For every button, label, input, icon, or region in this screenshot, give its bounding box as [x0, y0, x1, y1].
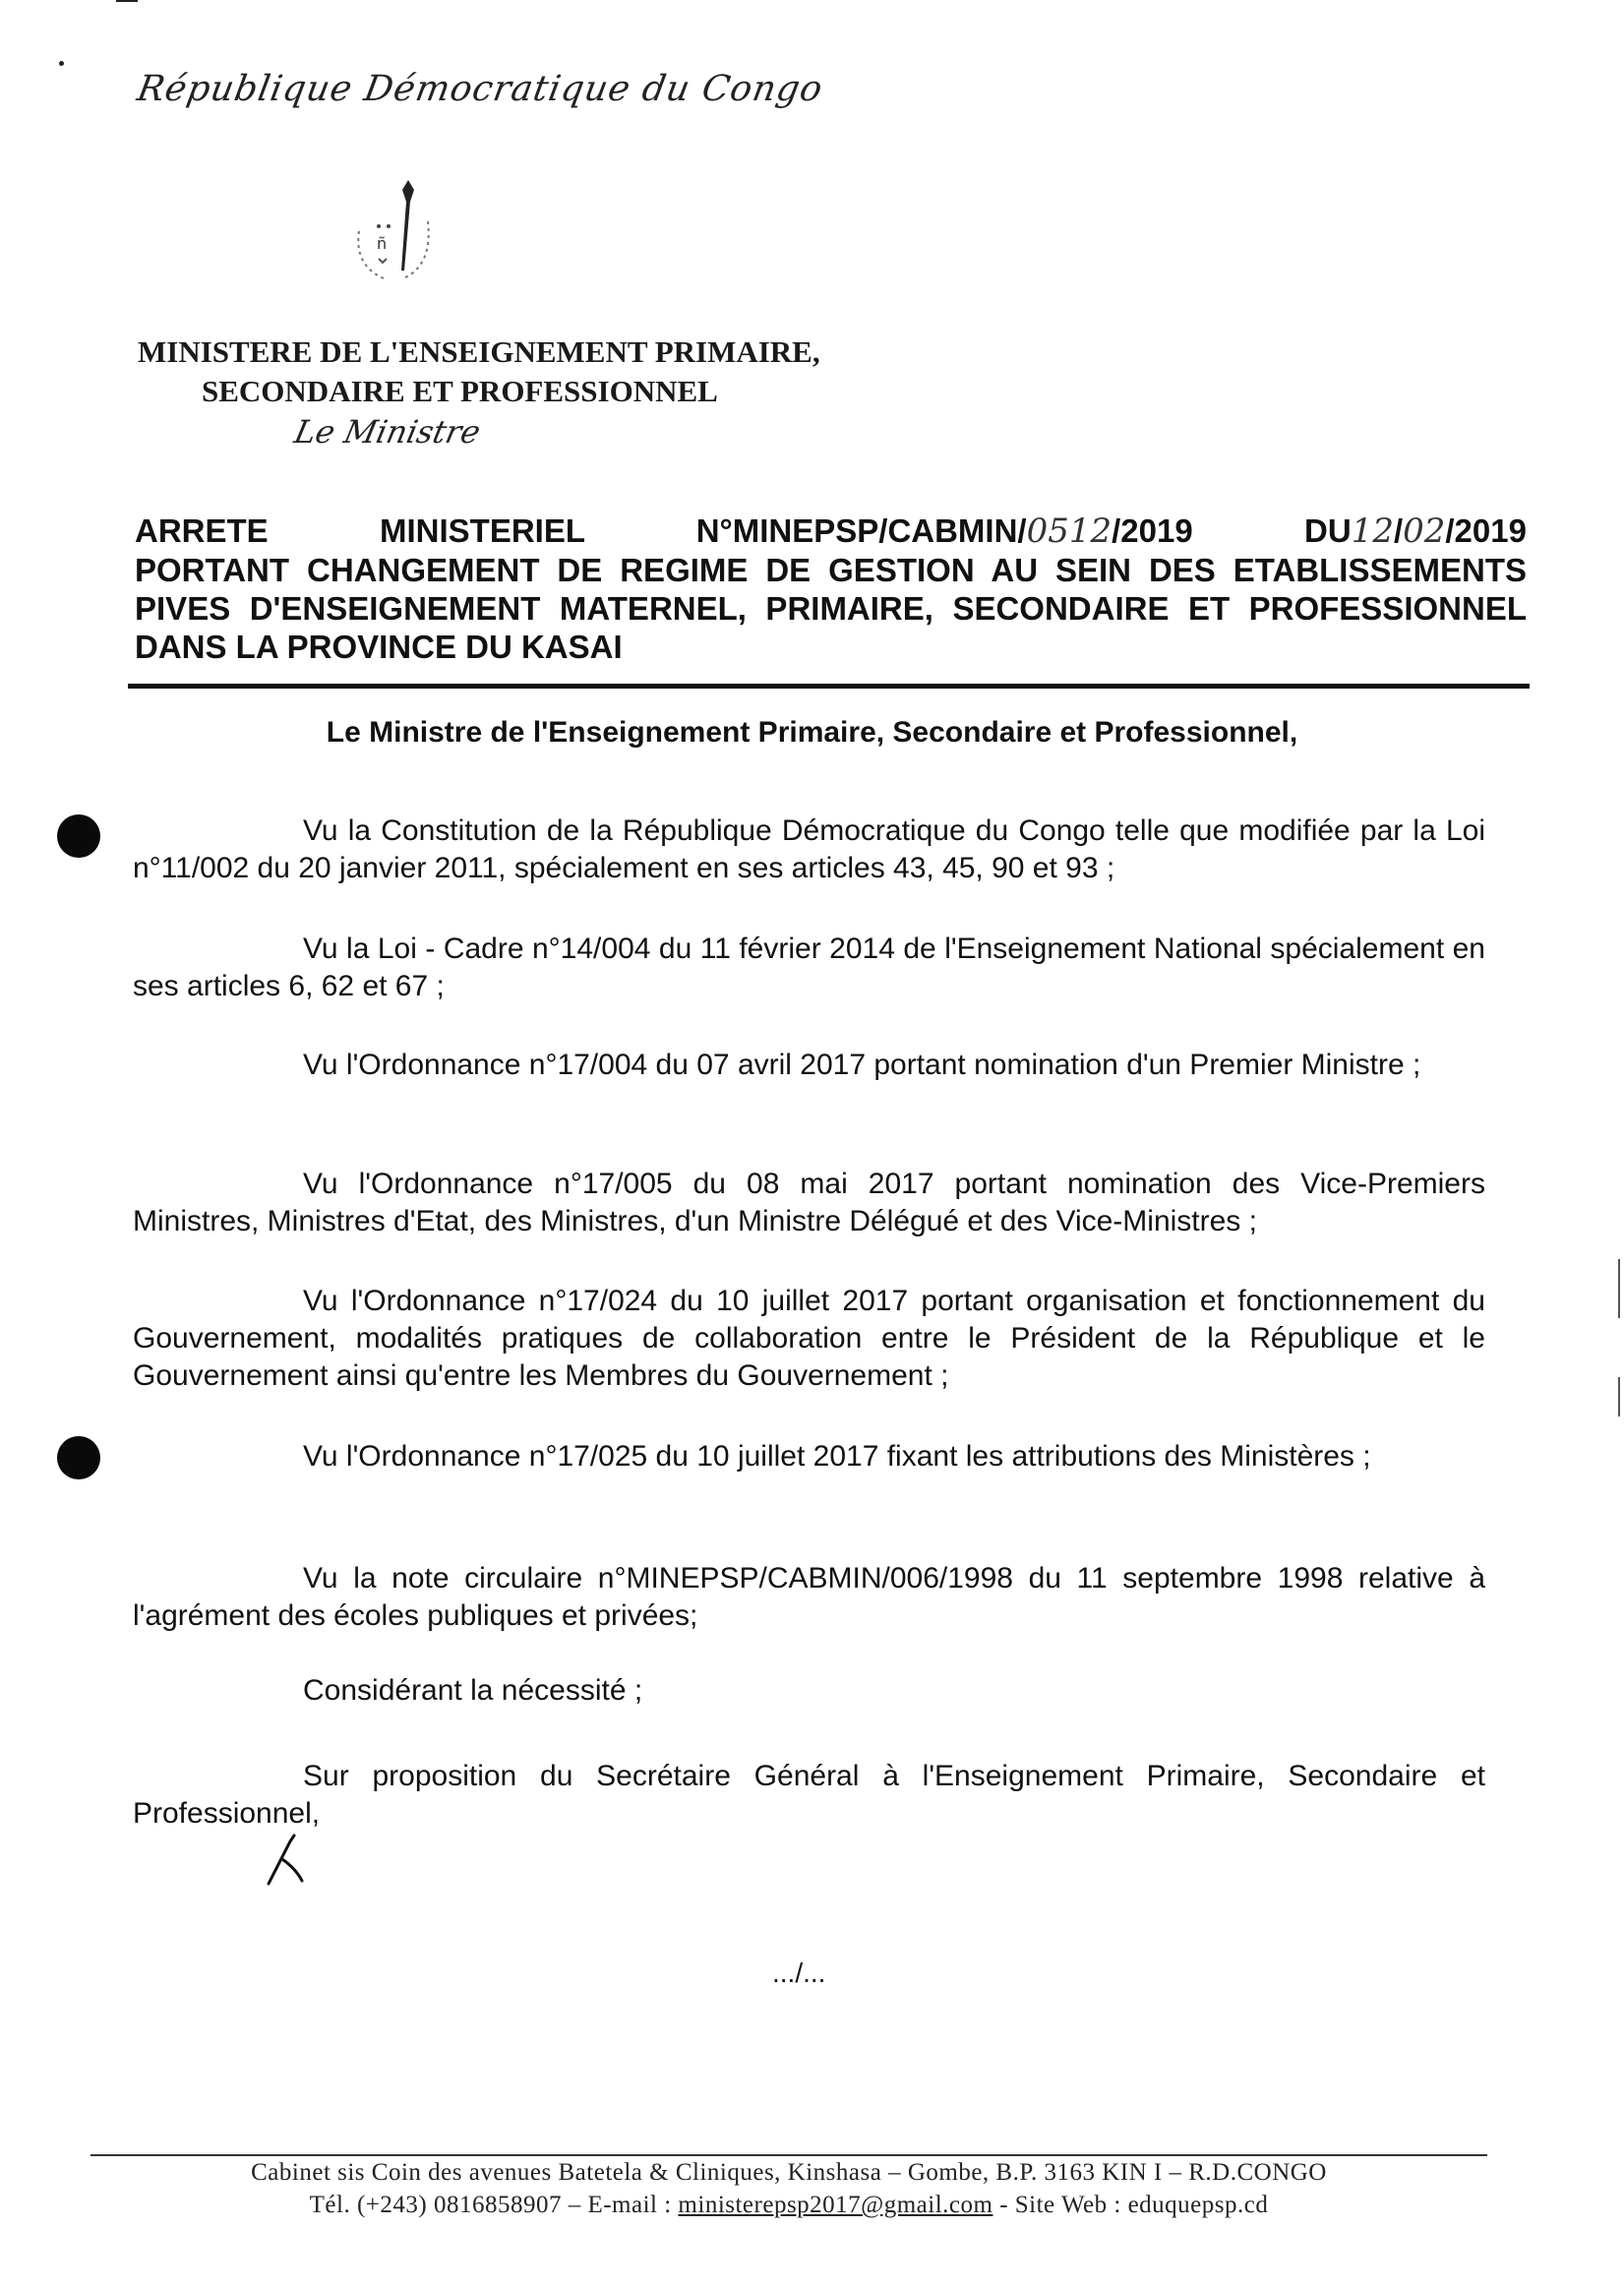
- decree-year-end: /2019: [1445, 512, 1527, 549]
- decree-number-handwritten: 0512: [1026, 512, 1113, 551]
- paragraph-note-circulaire: Vu la note circulaire n°MINEPSP/CABMIN/006/1998 du 11 septembre 1998 relative à l'agrément des écoles publiques et privées;: [133, 1562, 1485, 1632]
- footer-address: Cabinet sis Coin des avenues Batetela & Cliniques, Kinshasa – Gombe, B.P. 3163 KIN I – R.D.CONGO: [251, 2159, 1327, 2186]
- paragraph-ordonnance-vice-premiers: Vu l'Ordonnance n°17/005 du 08 mai 2017 portant nomination des Vice-Premiers Ministres, Ministres d'Etat, des Ministres, d'un Ministre Délégué et des Vice-Ministres ;: [133, 1168, 1485, 1237]
- country-name: République Démocratique du Congo: [134, 69, 826, 109]
- initial-signature: [261, 1830, 320, 1889]
- footer-rule: [90, 2154, 1487, 2156]
- decree-year-mid: /2019 DU: [1112, 512, 1352, 549]
- decree-number-line: [135, 512, 1527, 551]
- decree-day-handwritten: 12: [1351, 512, 1394, 551]
- scan-dot: [59, 61, 64, 66]
- decree-title: [135, 512, 1527, 666]
- decree-month-handwritten: 02: [1403, 512, 1446, 551]
- preamble-heading: Le Ministre de l'Enseignement Primaire, Secondaire et Professionnel,: [326, 716, 1298, 749]
- title-rule: [128, 684, 1530, 689]
- signatory-title: Le Ministre: [290, 413, 484, 451]
- paragraph-sur-proposition: Sur proposition du Secrétaire Général à l'Enseignement Primaire, Secondaire et Professionnel,: [133, 1760, 1485, 1830]
- decree-title-line4: DANS LA PROVINCE DU KASAI: [135, 629, 623, 665]
- decree-title-line2: PORTANT CHANGEMENT DE REGIME DE GESTION AU SEIN DES ETABLISSEMENTS: [135, 552, 1527, 588]
- paragraph-ordonnance-gouvernement: Vu l'Ordonnance n°17/024 du 10 juillet 2017 portant organisation et fonctionnement du Gouvernement, modalités pratiques de collaboration entre le Président de la République et le Gouvernement ainsi qu'entre les Membres du Gouvernement ;: [133, 1285, 1485, 1392]
- footer-contact: Tél. (+243) 0816858907 – E-mail : ministerepsp2017@gmail.com - Site Web : eduquepsp.cd: [309, 2192, 1269, 2218]
- paragraph-loi-cadre: Vu la Loi - Cadre n°14/004 du 11 février 2014 de l'Enseignement National spécialement en ses articles 6, 62 et 67 ;: [133, 933, 1485, 1002]
- scan-edge-mark: [1618, 1259, 1620, 1318]
- paragraph-constitution: Vu la Constitution de la République Démocratique du Congo telle que modifiée par la Loi n°11/002 du 20 janvier 2011, spécialement en ses articles 43, 45, 90 et 93 ;: [133, 814, 1485, 884]
- ministry-name-line1: MINISTERE DE L'ENSEIGNEMENT PRIMAIRE,: [138, 334, 820, 369]
- hole-punch-mark: [57, 814, 100, 858]
- hole-punch-mark: [57, 1436, 100, 1479]
- scan-mark: [116, 0, 138, 2]
- scan-edge-mark: [1618, 1377, 1620, 1416]
- decree-prefix: ARRETE MINISTERIEL N°MINEPSP/CABMIN/: [135, 512, 1027, 549]
- decree-date-separator: /: [1393, 512, 1404, 549]
- coat-of-arms-emblem: [339, 172, 448, 290]
- paragraph-ordonnance-attributions: Vu l'Ordonnance n°17/025 du 10 juillet 2017 fixant les attributions des Ministères ;: [303, 1440, 1371, 1473]
- decree-title-line3: PIVES D'ENSEIGNEMENT MATERNEL, PRIMAIRE, SECONDAIRE ET PROFESSIONNEL: [135, 590, 1527, 627]
- svg-text:ñ: ñ: [377, 234, 388, 253]
- footer-email-link[interactable]: ministerepsp2017@gmail.com: [678, 2192, 993, 2218]
- paragraph-ordonnance-premier-ministre: Vu l'Ordonnance n°17/004 du 07 avril 2017 portant nomination d'un Premier Ministre ;: [303, 1049, 1421, 1081]
- ministry-name-line2: SECONDAIRE ET PROFESSIONNEL: [202, 374, 718, 408]
- continuation-mark: .../...: [772, 1957, 826, 1988]
- paragraph-considerant: Considérant la nécessité ;: [303, 1674, 643, 1707]
